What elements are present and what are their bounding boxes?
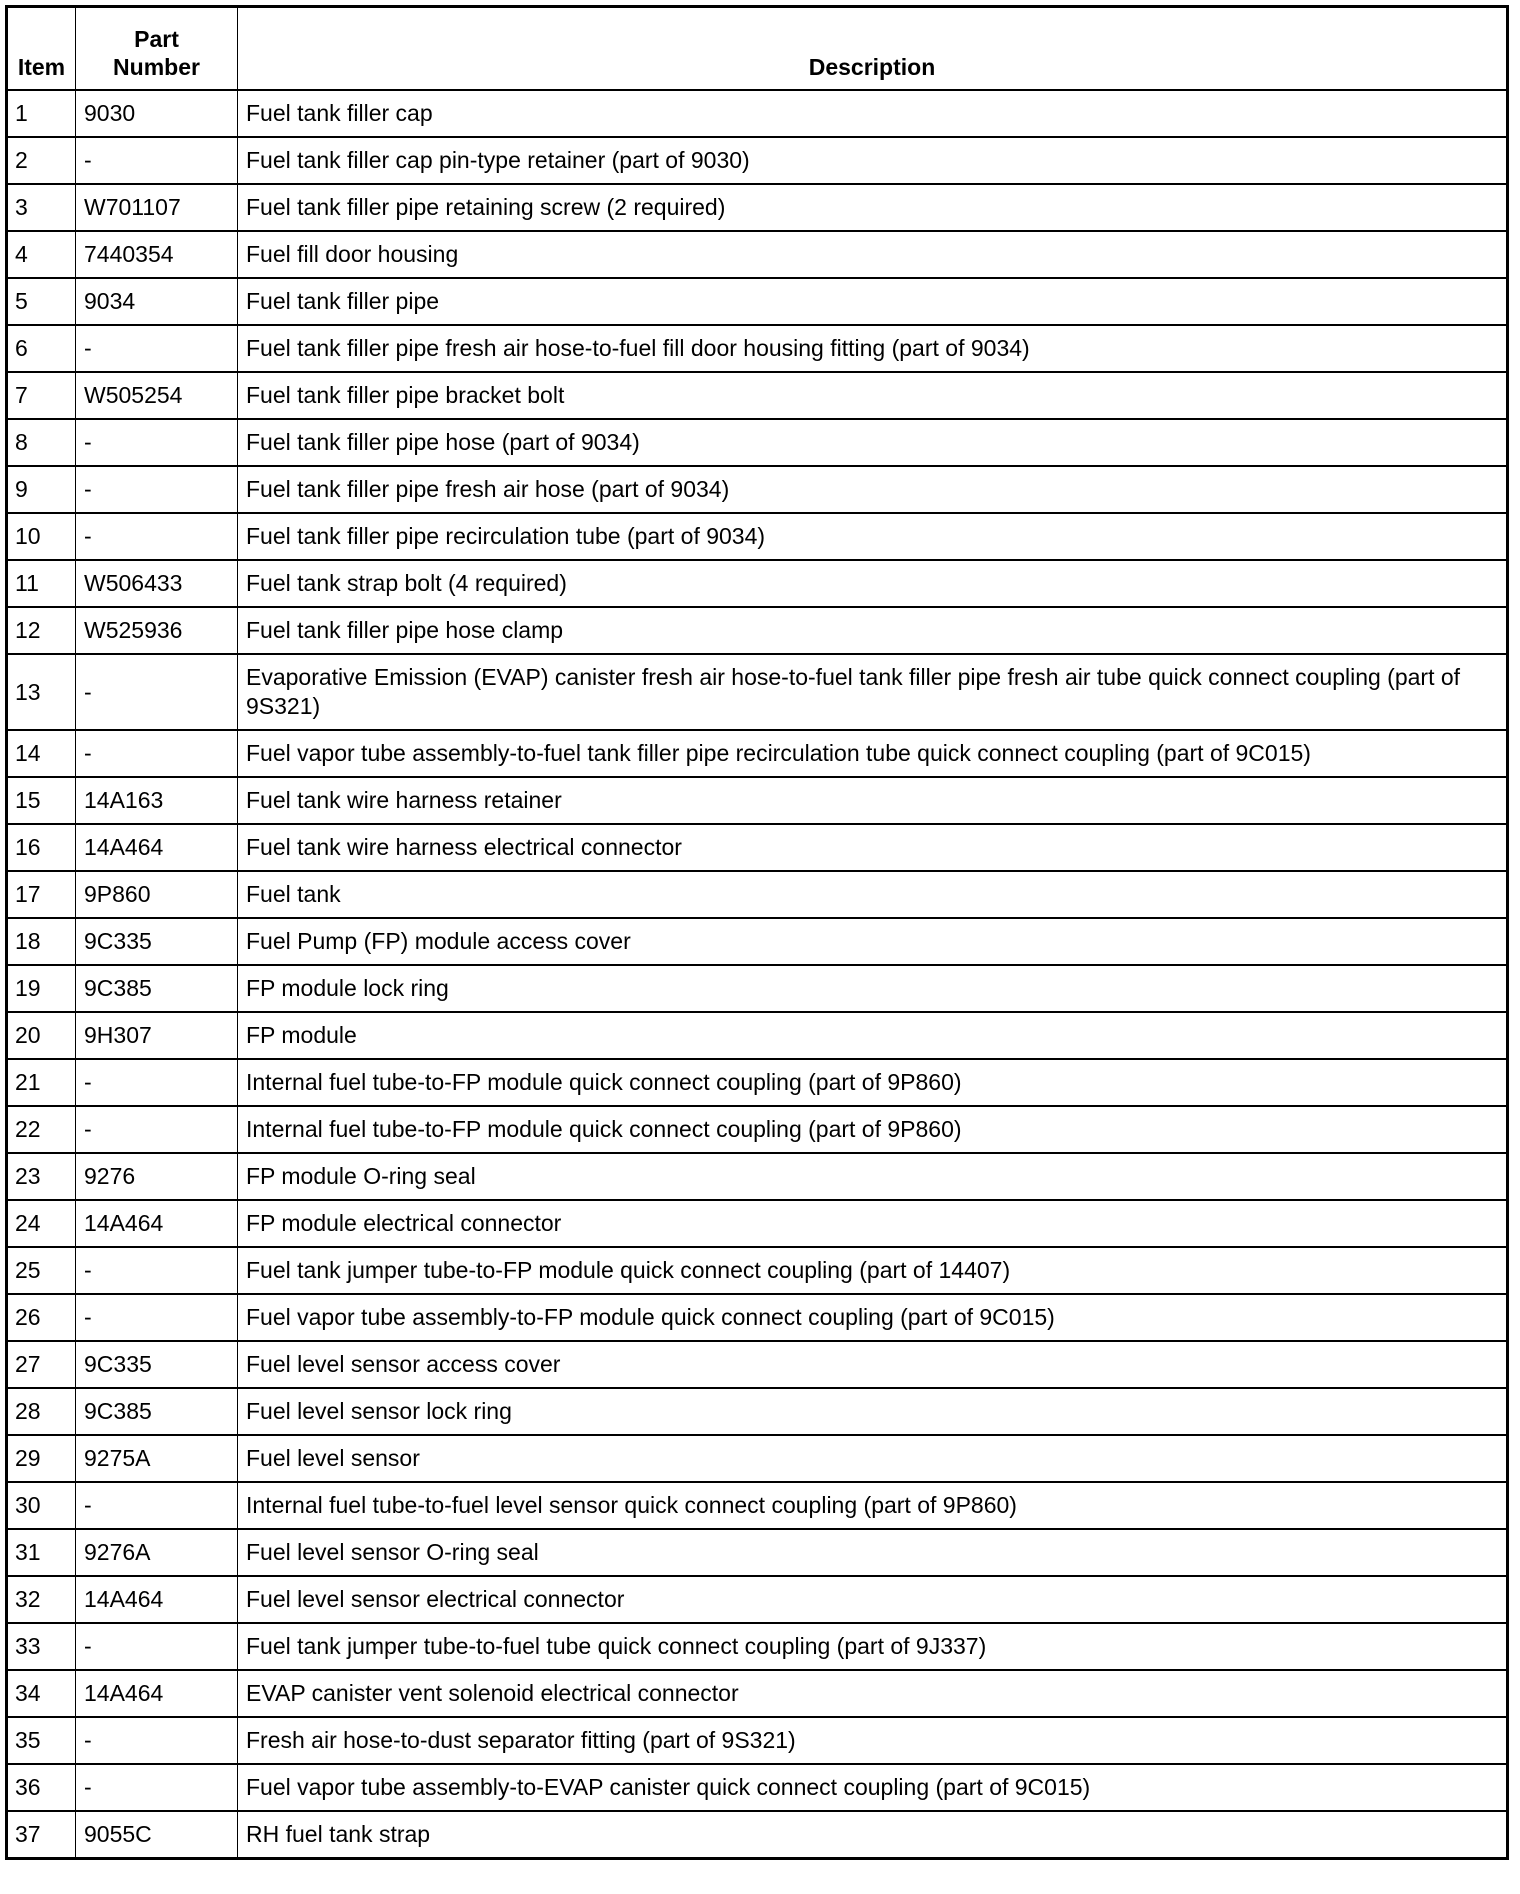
description-cell: Fuel level sensor (238, 1435, 1508, 1482)
description-cell: Fuel level sensor lock ring (238, 1388, 1508, 1435)
description-cell: Fuel tank wire harness retainer (238, 777, 1508, 824)
item-cell: 10 (7, 513, 76, 560)
part-number-cell: W506433 (76, 560, 238, 607)
table-row (7, 231, 1508, 278)
part-number-cell: 9030 (76, 90, 238, 137)
description-cell: Fuel vapor tube assembly-to-FP module quick connect coupling (part of 9C015) (238, 1294, 1508, 1341)
item-cell: 20 (7, 1012, 76, 1059)
description-cell: Evaporative Emission (EVAP) canister fresh air hose-to-fuel tank filler pipe fresh air tube quick connect coupling (part of 9S321) (238, 654, 1508, 730)
table-body (7, 90, 1508, 1859)
table-row (7, 137, 1508, 184)
description-cell: Fuel fill door housing (238, 231, 1508, 278)
part-number-cell: - (76, 419, 238, 466)
item-cell: 21 (7, 1059, 76, 1106)
part-number-cell: 9276A (76, 1529, 238, 1576)
item-cell: 7 (7, 372, 76, 419)
part-number-cell: 9H307 (76, 1012, 238, 1059)
description-cell: Fuel tank jumper tube-to-fuel tube quick connect coupling (part of 9J337) (238, 1623, 1508, 1670)
table-row (7, 325, 1508, 372)
table-row (7, 607, 1508, 654)
description-cell: Fuel tank filler pipe recirculation tube (part of 9034) (238, 513, 1508, 560)
table-row (7, 1435, 1508, 1482)
part-number-cell: - (76, 325, 238, 372)
item-cell: 37 (7, 1811, 76, 1859)
description-cell: EVAP canister vent solenoid electrical connector (238, 1670, 1508, 1717)
table-row (7, 513, 1508, 560)
part-number-cell: - (76, 1294, 238, 1341)
item-cell: 1 (7, 90, 76, 137)
item-cell: 24 (7, 1200, 76, 1247)
description-cell: Fuel level sensor access cover (238, 1341, 1508, 1388)
part-number-cell: - (76, 466, 238, 513)
table-row (7, 1153, 1508, 1200)
part-number-cell: 9275A (76, 1435, 238, 1482)
part-number-cell: - (76, 1106, 238, 1153)
description-cell: Fuel level sensor electrical connector (238, 1576, 1508, 1623)
item-cell: 14 (7, 730, 76, 777)
description-cell: RH fuel tank strap (238, 1811, 1508, 1859)
table-row (7, 1106, 1508, 1153)
part-number-cell: - (76, 1482, 238, 1529)
table-row (7, 824, 1508, 871)
table-row (7, 871, 1508, 918)
item-cell: 4 (7, 231, 76, 278)
header-part-number: Part Number (76, 7, 238, 91)
item-cell: 32 (7, 1576, 76, 1623)
description-cell: Internal fuel tube-to-FP module quick connect coupling (part of 9P860) (238, 1106, 1508, 1153)
description-cell: Fuel tank filler pipe retaining screw (2 required) (238, 184, 1508, 231)
description-cell: Fuel level sensor O-ring seal (238, 1529, 1508, 1576)
table-row (7, 184, 1508, 231)
part-number-cell: - (76, 1764, 238, 1811)
part-number-cell: - (76, 137, 238, 184)
table-row (7, 1388, 1508, 1435)
description-cell: Fuel Pump (FP) module access cover (238, 918, 1508, 965)
table-row (7, 777, 1508, 824)
table-row (7, 1576, 1508, 1623)
item-cell: 22 (7, 1106, 76, 1153)
item-cell: 36 (7, 1764, 76, 1811)
table-row (7, 1294, 1508, 1341)
part-number-cell: 14A163 (76, 777, 238, 824)
description-cell: Fresh air hose-to-dust separator fitting (part of 9S321) (238, 1717, 1508, 1764)
table-row (7, 1623, 1508, 1670)
part-number-cell: 14A464 (76, 1576, 238, 1623)
table-row (7, 1670, 1508, 1717)
item-cell: 3 (7, 184, 76, 231)
table-row (7, 1247, 1508, 1294)
table-row (7, 466, 1508, 513)
item-cell: 25 (7, 1247, 76, 1294)
part-number-cell: - (76, 1717, 238, 1764)
description-cell: FP module O-ring seal (238, 1153, 1508, 1200)
part-number-cell: 14A464 (76, 1670, 238, 1717)
table-row (7, 372, 1508, 419)
table-row (7, 419, 1508, 466)
item-cell: 19 (7, 965, 76, 1012)
table-row (7, 965, 1508, 1012)
description-cell: FP module electrical connector (238, 1200, 1508, 1247)
description-cell: Fuel tank filler pipe bracket bolt (238, 372, 1508, 419)
item-cell: 28 (7, 1388, 76, 1435)
description-cell: Internal fuel tube-to-fuel level sensor quick connect coupling (part of 9P860) (238, 1482, 1508, 1529)
table-row (7, 1811, 1508, 1859)
part-number-cell: 9034 (76, 278, 238, 325)
part-number-cell: 9P860 (76, 871, 238, 918)
description-cell: Fuel vapor tube assembly-to-EVAP canister quick connect coupling (part of 9C015) (238, 1764, 1508, 1811)
item-cell: 9 (7, 466, 76, 513)
part-number-cell: 9C335 (76, 918, 238, 965)
header-item: Item (7, 7, 76, 91)
item-cell: 33 (7, 1623, 76, 1670)
description-cell: Fuel vapor tube assembly-to-fuel tank filler pipe recirculation tube quick connect coupling (part of 9C015) (238, 730, 1508, 777)
parts-table (5, 5, 1509, 1860)
item-cell: 11 (7, 560, 76, 607)
table-row (7, 730, 1508, 777)
item-cell: 29 (7, 1435, 76, 1482)
part-number-cell: W525936 (76, 607, 238, 654)
part-number-cell: W701107 (76, 184, 238, 231)
part-number-cell: - (76, 1059, 238, 1106)
item-cell: 35 (7, 1717, 76, 1764)
description-cell: Fuel tank filler pipe fresh air hose-to-fuel fill door housing fitting (part of 9034) (238, 325, 1508, 372)
table-row (7, 1529, 1508, 1576)
item-cell: 30 (7, 1482, 76, 1529)
part-number-cell: - (76, 654, 238, 730)
description-cell: Fuel tank wire harness electrical connector (238, 824, 1508, 871)
description-cell: Fuel tank filler pipe (238, 278, 1508, 325)
description-cell: Fuel tank filler pipe hose (part of 9034) (238, 419, 1508, 466)
item-cell: 18 (7, 918, 76, 965)
part-number-cell: 9C385 (76, 965, 238, 1012)
description-cell: Fuel tank filler cap (238, 90, 1508, 137)
description-cell: Internal fuel tube-to-FP module quick connect coupling (part of 9P860) (238, 1059, 1508, 1106)
item-cell: 31 (7, 1529, 76, 1576)
item-cell: 13 (7, 654, 76, 730)
part-number-cell: 9055C (76, 1811, 238, 1859)
part-number-cell: - (76, 1623, 238, 1670)
item-cell: 27 (7, 1341, 76, 1388)
part-number-cell: - (76, 513, 238, 560)
item-cell: 5 (7, 278, 76, 325)
description-cell: FP module (238, 1012, 1508, 1059)
description-cell: Fuel tank filler pipe hose clamp (238, 607, 1508, 654)
description-cell: Fuel tank filler pipe fresh air hose (part of 9034) (238, 466, 1508, 513)
table-row (7, 1764, 1508, 1811)
item-cell: 23 (7, 1153, 76, 1200)
item-cell: 12 (7, 607, 76, 654)
item-cell: 6 (7, 325, 76, 372)
item-cell: 15 (7, 777, 76, 824)
part-number-cell: 14A464 (76, 1200, 238, 1247)
description-cell: Fuel tank (238, 871, 1508, 918)
part-number-cell: W505254 (76, 372, 238, 419)
part-number-cell: 7440354 (76, 231, 238, 278)
table-row (7, 1482, 1508, 1529)
table-row (7, 1200, 1508, 1247)
part-number-cell: 14A464 (76, 824, 238, 871)
part-number-cell: - (76, 730, 238, 777)
part-number-cell: 9C335 (76, 1341, 238, 1388)
item-cell: 26 (7, 1294, 76, 1341)
part-number-cell: 9C385 (76, 1388, 238, 1435)
item-cell: 16 (7, 824, 76, 871)
item-cell: 2 (7, 137, 76, 184)
table-row (7, 918, 1508, 965)
table-row (7, 1059, 1508, 1106)
description-cell: Fuel tank filler cap pin-type retainer (part of 9030) (238, 137, 1508, 184)
table-row (7, 1341, 1508, 1388)
description-cell: Fuel tank jumper tube-to-FP module quick connect coupling (part of 14407) (238, 1247, 1508, 1294)
table-row (7, 654, 1508, 730)
header-row (7, 7, 1508, 91)
description-cell: FP module lock ring (238, 965, 1508, 1012)
item-cell: 34 (7, 1670, 76, 1717)
table-row (7, 560, 1508, 607)
table-row (7, 1012, 1508, 1059)
part-number-cell: - (76, 1247, 238, 1294)
table-row (7, 278, 1508, 325)
table-header (7, 7, 1508, 91)
item-cell: 17 (7, 871, 76, 918)
table-row (7, 1717, 1508, 1764)
table-row (7, 90, 1508, 137)
description-cell: Fuel tank strap bolt (4 required) (238, 560, 1508, 607)
header-description: Description (238, 7, 1508, 91)
part-number-cell: 9276 (76, 1153, 238, 1200)
item-cell: 8 (7, 419, 76, 466)
